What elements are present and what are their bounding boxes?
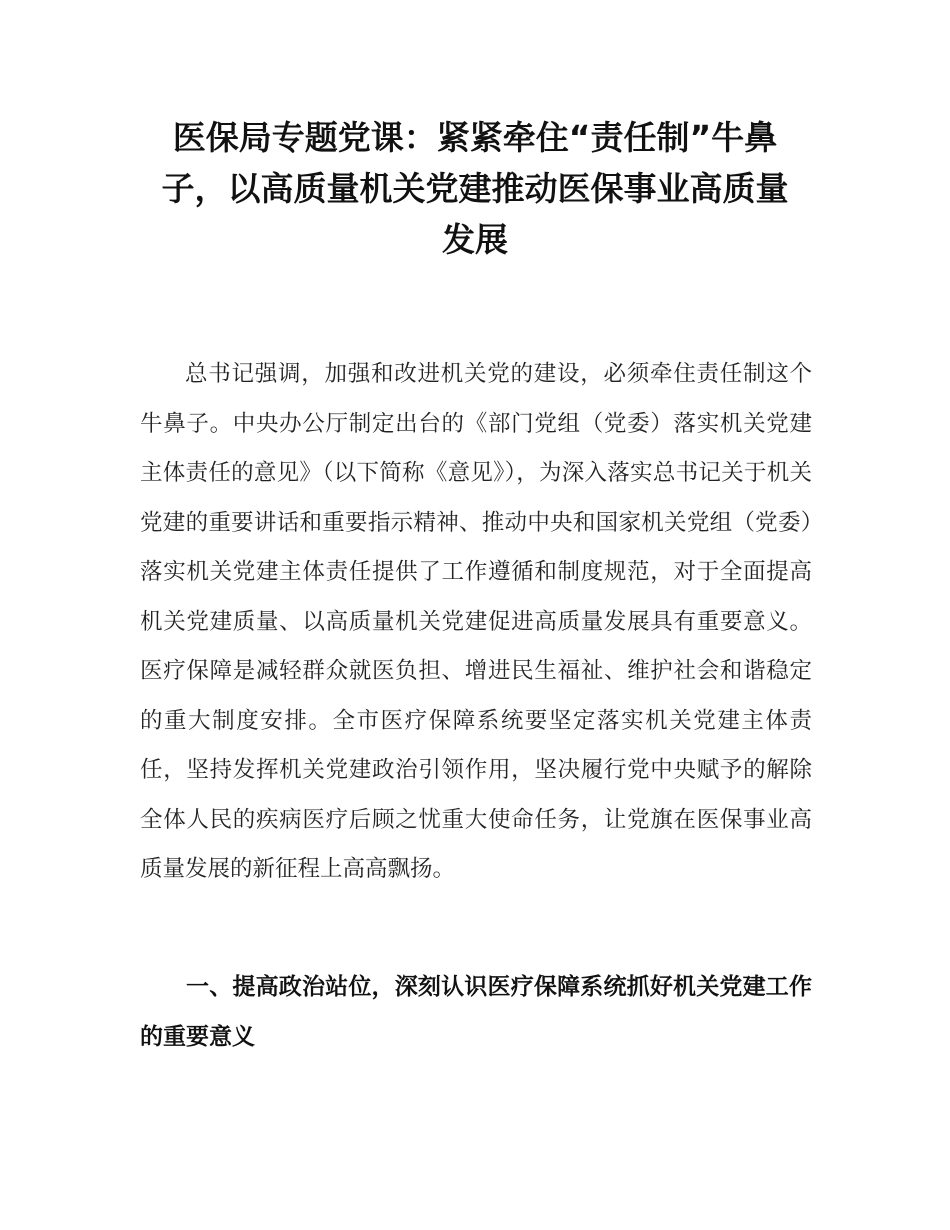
body-paragraph: 总书记强调，加强和改进机关党的建设，必须牵住责任制这个牛鼻子。中央办公厅制定出台的《部门党组（党委）落实机关党建主体责任的意见》（以下简称《意见》），为深入落实总书记关于机关党建的重要讲话和重要指示精神、推动中央和国家机关党组（党委）落实机关党建主体责任提供了工作遵循和制度规范，对于全面提高机关党建质量、以高质量机关党建促进高质量发展具有重要意义。医疗保障是减轻群众就医负担、增进民生福祉、维护社会和谐稳定的重大制度安排。全市医疗保障系统要坚定落实机关党建主体责任，坚持发挥机关党建政治引领作用，坚决履行党中央赋予的解除全体人民的疾病医疗后顾之忧重大使命任务，让党旗在医保事业高质量发展的新征程上高高飘扬。 bbox=[140, 361, 812, 882]
section-heading: 一、提高政治站位，深刻认识医疗保障系统抓好机关党建工作的重要意义 bbox=[140, 974, 812, 1050]
document-title bbox=[140, 112, 810, 265]
title-line: 发展 bbox=[442, 220, 508, 259]
title-line: 医保局专题党课：紧紧牵住“责任制”牛鼻 bbox=[172, 118, 778, 157]
title-line: 子，以高质量机关党建推动医保事业高质量 bbox=[161, 169, 789, 208]
